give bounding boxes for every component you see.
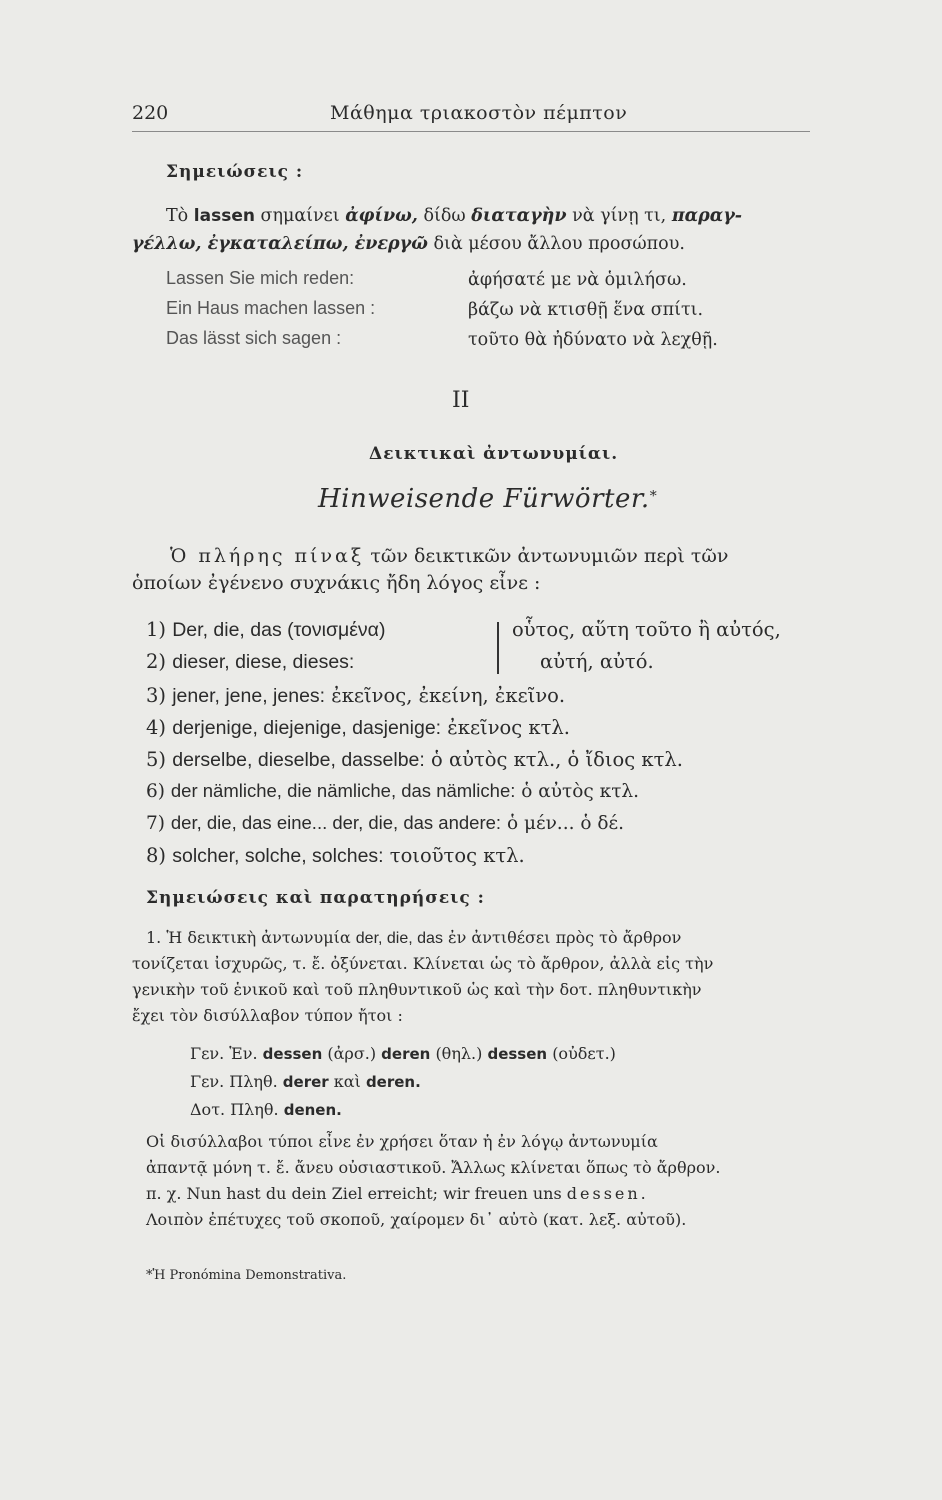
form-word: deren [381, 1045, 431, 1063]
form-gloss: (θηλ.) [435, 1044, 483, 1063]
list-num: 6) [146, 781, 165, 802]
intro-spaced: Ὁ πλήρης πίναξ [170, 545, 365, 567]
note1-german: der, die, das [355, 930, 443, 947]
lassen-line-2 [132, 234, 685, 254]
intro-line-2: ὁποίων ἐγένενο συχνάκις ἤδη λόγος εἶνε : [132, 572, 541, 594]
list-item-4 [146, 716, 570, 740]
form-gloss: (οὐδετ.) [552, 1044, 616, 1063]
form-gloss: καὶ [333, 1072, 361, 1091]
list-num: 8) [146, 844, 167, 867]
list-de: dieser, diese, dieses: [172, 651, 355, 673]
example-gr-3: τοῦτο θὰ ἠδύνατο νὰ λεχθῇ. [468, 330, 718, 350]
list-gr: ὁ μέν... ὁ δέ. [506, 813, 624, 834]
form-gloss: (ἀρσ.) [327, 1044, 377, 1063]
lassen-text-1: σημαίνει [260, 206, 340, 226]
note1-line-4: ἔχει τὸν δισύλλαβον τύπον ἤτοι : [132, 1006, 403, 1025]
list-item-3 [146, 684, 565, 708]
list-gr-2: αὐτή, αὐτό. [540, 650, 654, 673]
form-label: Γεν. Ἑν. [190, 1044, 258, 1063]
note2-line-3 [146, 1184, 649, 1203]
intro-rest: τῶν δεικτικῶν ἀντωνυμιῶν περὶ τῶν [370, 545, 729, 567]
list-item-8 [146, 844, 525, 868]
form-word: derer [282, 1073, 329, 1091]
form-row-3 [190, 1100, 342, 1119]
list-gr: ὁ αὐτὸς κτλ., ὁ ἴδιος κτλ. [431, 748, 683, 771]
list-de: jener, jene, jenes: [172, 685, 326, 707]
list-de: Der, die, das (τονισμένα) [172, 619, 386, 641]
form-word: dessen [262, 1045, 323, 1063]
list-num: 7) [146, 813, 165, 834]
list-de: der, die, das eine... der, die, das andere: [170, 812, 502, 833]
form-row-1 [190, 1044, 616, 1063]
list-gr: ὁ αὐτὸς κτλ. [521, 781, 640, 802]
note2-text: π. χ. Nun hast du dein Ziel erreicht; wir freuen uns [146, 1184, 562, 1203]
list-item-2 [146, 650, 354, 674]
form-word: dessen [487, 1045, 548, 1063]
list-gr: τοιοῦτος κτλ. [389, 844, 525, 867]
example-gr-2: βάζω νὰ κτισθῇ ἕνα σπίτι. [468, 300, 704, 320]
note1-line-3: γενικὴν τοῦ ἑνικοῦ καὶ τοῦ πληθυντικοῦ ὡς καὶ τὴν δοτ. πληθυντικὴν [132, 980, 702, 999]
form-label: Δοτ. Πληθ. [190, 1100, 279, 1119]
list-de: derselbe, dieselbe, dasselbe: [172, 749, 425, 771]
form-row-2 [190, 1072, 421, 1091]
section-german-title [318, 484, 657, 514]
list-de: solcher, solche, solches: [172, 845, 384, 867]
section-greek-title: Δεικτικαὶ ἀντωνυμίαι. [369, 444, 619, 464]
list-gr-1: οὗτος, αὕτη τοῦτο ἢ αὐτός, [512, 618, 781, 641]
lassen-italic-3: παραγ- [671, 206, 743, 226]
lassen-line2-text: διὰ μέσου ἄλλου προσώπου. [433, 234, 685, 254]
form-word: deren. [365, 1073, 421, 1091]
list-item-1 [146, 618, 385, 642]
form-word: denen. [283, 1101, 342, 1119]
note1-line-2: τονίζεται ἰσχυρῶς, τ. ἔ. ὀξύνεται. Κλίνεται ὡς τὸ ἄρθρον, ἀλλὰ εἰς τὴν [132, 954, 714, 973]
list-num: 2) [146, 650, 167, 673]
page-number: 220 [132, 102, 169, 124]
notes2-heading: Σημειώσεις καὶ παρατηρήσεις : [146, 888, 485, 908]
form-label: Γεν. Πληθ. [190, 1072, 278, 1091]
header-rule [132, 131, 810, 132]
lassen-keyword: lassen [193, 206, 255, 226]
running-title: Μάθημα τριακοστὸν πέμπτον [330, 102, 628, 124]
lassen-italic-1: ἀφίνω, [345, 206, 418, 226]
note1-line-1 [146, 928, 681, 948]
list-gr: ἐκεῖνος, ἐκείνη, ἐκεῖνο. [331, 684, 566, 707]
list-num: 5) [146, 748, 167, 771]
lassen-text-2: δίδω [423, 206, 466, 226]
list-num: 3) [146, 684, 167, 707]
note2-line-1: Οἱ δισύλλαβοι τύποι εἶνε ἐν χρήσει ὅταν ἡ ἐν λόγῳ ἀντωνυμία [146, 1132, 658, 1151]
list-gr: ἐκεῖνος κτλ. [447, 716, 570, 739]
list-de: derjenige, diejenige, dasjenige: [172, 717, 442, 739]
lassen-line-1 [166, 206, 742, 226]
brace-bracket [497, 622, 499, 674]
footnote-mark: * [649, 488, 657, 505]
example-de-3: Das lässt sich sagen : [166, 328, 342, 348]
list-num: 1) [146, 618, 167, 641]
notes-heading: Σημειώσεις : [166, 162, 304, 182]
note1-text-b: ἐν ἀντιθέσει πρὸς τὸ ἄρθρον [448, 928, 682, 947]
example-de-1: Lassen Sie mich reden: [166, 268, 355, 288]
list-de: der nämliche, die nämliche, das nämliche: [170, 780, 516, 801]
lassen-italic-2: διαταγὴν [471, 206, 567, 226]
lassen-prefix: Τὸ [166, 206, 189, 226]
german-title-text: Hinweisende Fürwörter. [318, 484, 650, 514]
footnote: *Ἡ Pronómina Demonstrativa. [146, 1268, 347, 1283]
list-item-5 [146, 748, 683, 772]
note2-line-2: ἀπαντᾷ μόνη τ. ἔ. ἄνευ οὐσιαστικοῦ. Ἄλλως κλίνεται ὅπως τὸ ἄρθρον. [146, 1158, 721, 1177]
example-de-2: Ein Haus machen lassen : [166, 298, 376, 318]
list-item-6 [146, 780, 639, 802]
list-item-7 [146, 812, 624, 834]
list-num: 4) [146, 716, 167, 739]
note2-spaced-word: dessen. [566, 1184, 649, 1203]
note1-text-a: 1. Ἡ δεικτικὴ ἀντωνυμία [146, 928, 351, 947]
example-gr-1: ἀφήσατέ με νὰ ὁμιλήσω. [468, 270, 687, 290]
lassen-text-3: νὰ γίνῃ τι, [572, 206, 667, 226]
lassen-line2-italic: γέλλω, ἐγκαταλείπω, ἐνεργῶ [132, 234, 428, 254]
intro-line-1 [170, 545, 728, 567]
section-numeral: II [452, 388, 470, 413]
note2-line-4: Λοιπὸν ἐπέτυχες τοῦ σκοποῦ, χαίρομεν δι᾽ αὐτὸ (κατ. λεξ. αὐτοῦ). [146, 1210, 687, 1229]
